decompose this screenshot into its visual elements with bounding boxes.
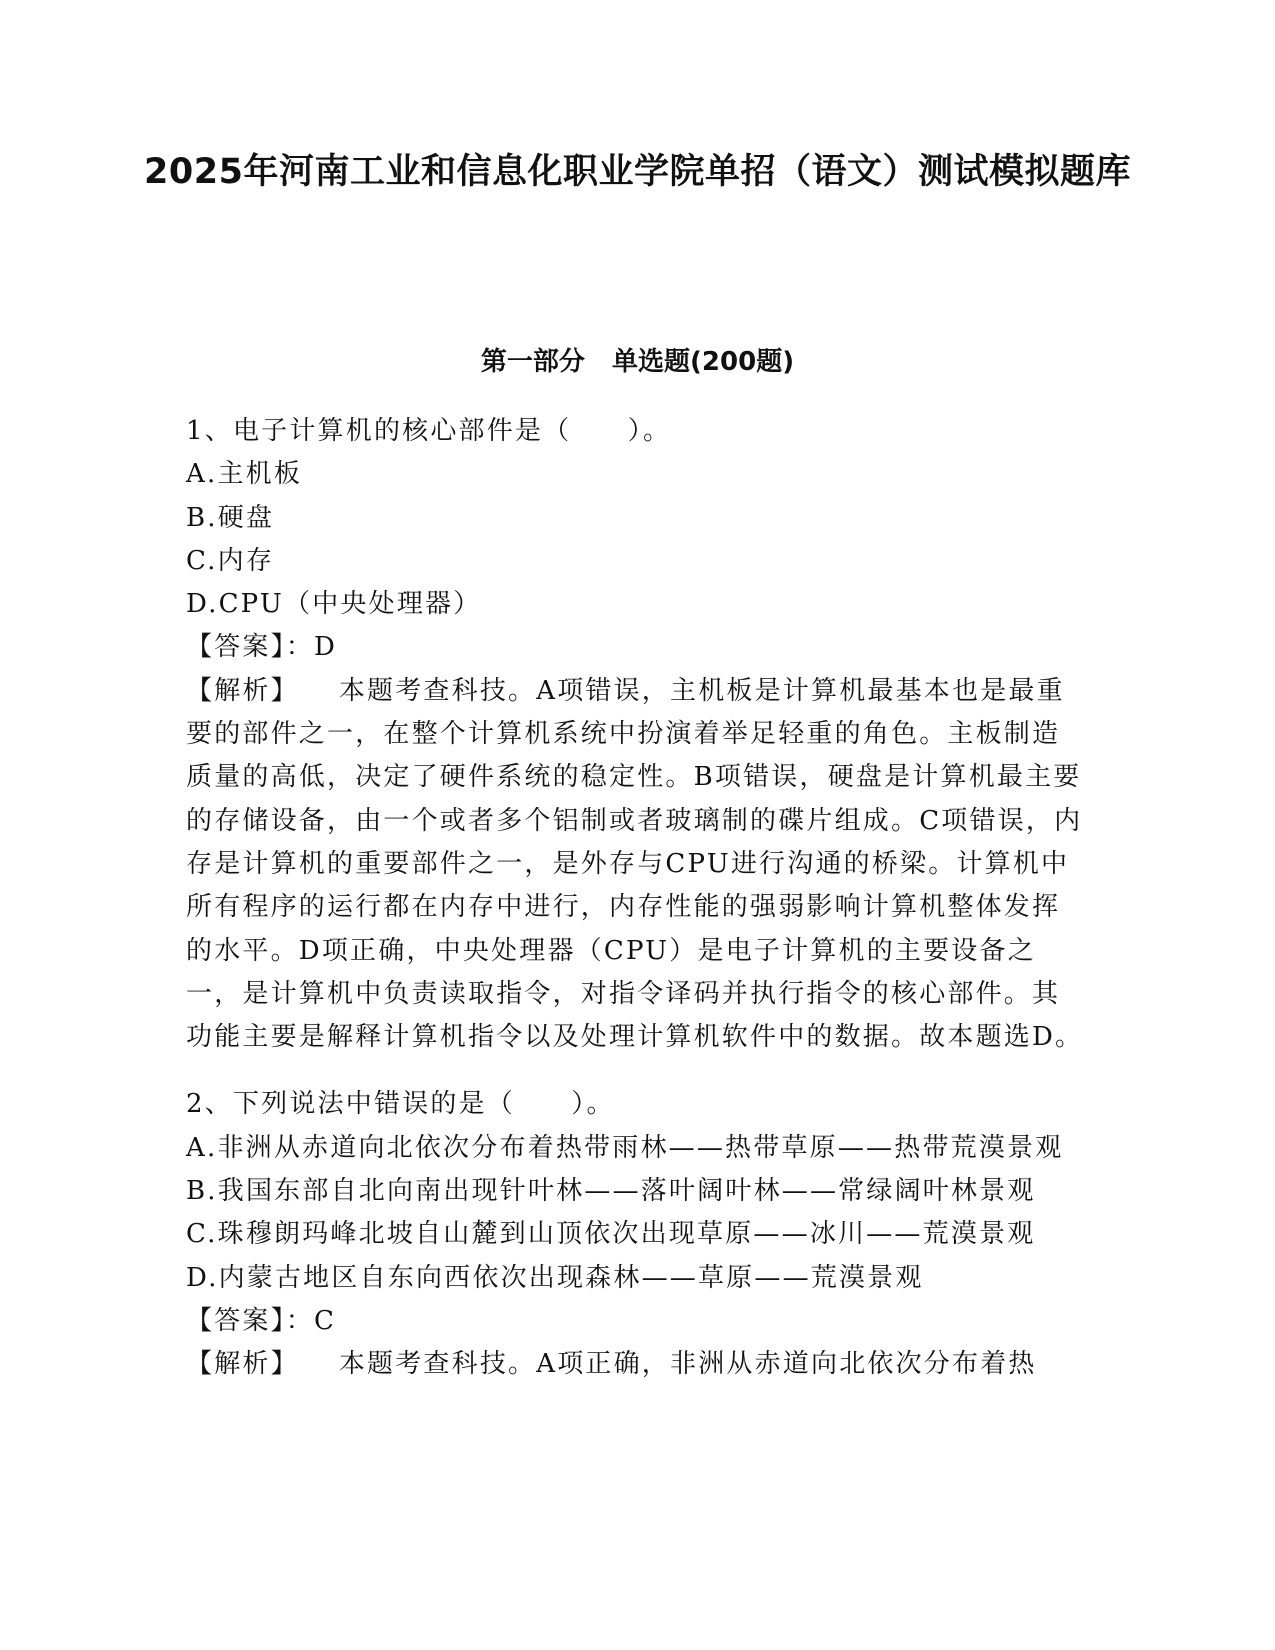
answer-line [186, 626, 1086, 669]
question-list [186, 410, 1086, 1387]
answer-label: 【答案】 [186, 1305, 286, 1336]
option-b: B.硬盘 [186, 502, 275, 533]
question-stem: 1、电子计算机的核心部件是（ ）。 [186, 416, 672, 446]
question-1 [186, 410, 1086, 1059]
document-title: 2025年河南工业和信息化职业学院单招（语文）测试模拟题库 [144, 152, 1131, 192]
option-b: B.我国东部自北向南出现针叶林——落叶阔叶林——常绿阔叶林景观 [186, 1176, 1036, 1207]
option-d: D.内蒙古地区自东向西依次出现森林——草原——荒漠景观 [186, 1262, 924, 1293]
explanation [186, 1343, 1086, 1386]
explanation-text: 本题考查科技。A项错误，主机板是计算机最基本也是最重要的部件之一，在整个计算机系统中扮演着举足轻重的角色。主板制造质量的高低，决定了硬件系统的稳定性。B项错误，硬盘是计算机最主要的存储设备，由一个或者多个铝制或者玻璃制的碟片组成。C项错误，内存是计算机的重要部件之一，是外存与CPU进行沟通的桥梁。计算机中所有程序的运行都在内存中进行，内存性能的强弱影响计算机整体发挥的水平。D项正确，中央处理器（CPU）是电子计算机的主要设备之一，是计算机中负责读取指令，对指令译码并执行指令的核心部件。其功能主要是解释计算机指令以及处理计算机软件中的数据。故本题选D。 [186, 675, 1084, 1053]
option-c: C.珠穆朗玛峰北坡自山麓到山顶依次出现草原——冰川——荒漠景观 [186, 1219, 1036, 1250]
answer-separator: ： [285, 1305, 315, 1336]
explanation-label: 【解析】 [186, 1349, 299, 1380]
option-c: C.内存 [186, 545, 275, 576]
answer-separator: ： [285, 632, 315, 663]
explanation-label: 【解析】 [186, 675, 299, 706]
answer-value: D [314, 632, 338, 663]
answer-line [186, 1300, 1086, 1343]
question-stem: 2、下列说法中错误的是（ ）。 [186, 1089, 615, 1120]
answer-label: 【答案】 [186, 632, 286, 663]
section-heading: 第一部分 单选题(200题) [480, 347, 795, 377]
option-d: D.CPU（中央处理器） [186, 589, 482, 620]
explanation-text: 本题考查科技。A项正确，非洲从赤道向北依次分布着热 [338, 1349, 1037, 1380]
question-2 [186, 1083, 1086, 1386]
explanation [186, 670, 1086, 1060]
option-a: A.主机板 [186, 459, 303, 490]
option-a: A.非洲从赤道向北依次分布着热带雨林——热带草原——热带荒漠景观 [186, 1132, 1064, 1163]
answer-value: C [314, 1305, 337, 1336]
